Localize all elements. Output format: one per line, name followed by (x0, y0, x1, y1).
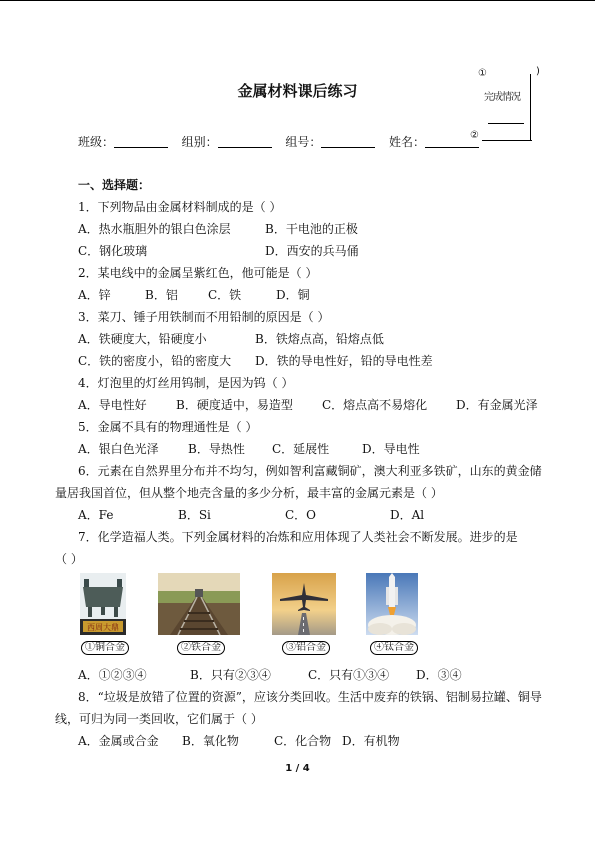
option[interactable]: A．铁硬度大，铅硬度小 (78, 332, 207, 346)
question-stem: 4．灯泡里的灯丝用钨制，是因为钨（ ） (78, 376, 294, 390)
option[interactable]: B．只有②③④ (190, 668, 271, 682)
option[interactable]: C．只有①③④ (308, 668, 390, 682)
question-stem: 1．下列物品由金属材料制成的是（ ） (78, 200, 282, 214)
stamp-underline (488, 123, 524, 124)
stamp-mark: ) (536, 66, 540, 77)
picture-caption: ④钛合金 (370, 641, 418, 655)
rocket-image (366, 573, 418, 635)
option[interactable]: C．化合物 (274, 734, 332, 748)
question-stem: 8．“垃圾是放错了位置的资源”，应该分类回收。生活中废弃的铁锅、铝制易拉罐、铜导 (78, 690, 542, 704)
option[interactable]: D．有机物 (342, 734, 400, 748)
option[interactable]: C．铁的密度小，铅的密度大 (78, 354, 232, 368)
question-stem: 5．金属不具有的物理通性是（ ） (78, 420, 258, 434)
option[interactable]: B．铁熔点高，铅熔点低 (255, 332, 384, 346)
page-title: 金属材料课后练习 (237, 82, 358, 100)
page-number: 1 / 4 (285, 763, 310, 774)
group-field[interactable] (218, 135, 272, 148)
option[interactable]: B．干电池的正极 (265, 222, 358, 236)
option[interactable]: D．铜 (276, 288, 310, 302)
number-label: 组号： (285, 135, 322, 149)
option[interactable]: A．金属或合金 (78, 734, 159, 748)
stamp-text: 完成情况 (484, 92, 520, 103)
name-field[interactable] (425, 135, 479, 148)
question-stem: 3．菜刀、锤子用铁制而不用铅制的原因是（ ） (78, 310, 330, 324)
option[interactable]: C．钢化玻璃 (78, 244, 148, 258)
question-stem: 7．化学造福人类。下列金属材料的冶炼和应用体现了人类社会不断发展。进步的是 (78, 530, 518, 544)
option[interactable]: D．有金属光泽 (456, 398, 538, 412)
option[interactable]: D．铁的导电性好，铅的导电性差 (255, 354, 433, 368)
option[interactable]: B．铝 (145, 288, 178, 302)
option[interactable]: C．熔点高不易熔化 (322, 398, 428, 412)
stamp-border (482, 140, 532, 141)
class-field[interactable] (114, 135, 168, 148)
option[interactable]: A．热水瓶胆外的银白色涂层 (78, 222, 231, 236)
option[interactable]: A．银白色光泽 (78, 442, 159, 456)
option[interactable]: A．①②③④ (78, 668, 147, 682)
option[interactable]: B．Si (178, 508, 211, 522)
option[interactable]: A．导电性好 (78, 398, 147, 412)
stamp-border (530, 74, 531, 140)
option[interactable]: B．导热性 (188, 442, 245, 456)
group-label: 组别： (181, 135, 218, 149)
option[interactable]: D．Al (390, 508, 425, 522)
option[interactable]: D．③④ (416, 668, 462, 682)
question-stem-continued: 量居我国首位，但从整个地壳含量的多少分析，最丰富的金属元素是（ ） (55, 486, 443, 500)
option[interactable]: B．氧化物 (182, 734, 239, 748)
number-field[interactable] (321, 135, 375, 148)
option[interactable]: C．铁 (208, 288, 242, 302)
question-stem: 2．某电线中的金属呈紫红色，他可能是（ ） (78, 266, 318, 280)
option[interactable]: A．Fe (78, 508, 114, 522)
picture-caption: ②铁合金 (177, 641, 225, 655)
completion-stamp (470, 66, 540, 141)
picture-caption: ③铝合金 (282, 641, 330, 655)
name-label: 姓名： (389, 135, 426, 149)
question-stem-continued: （ ） (55, 552, 83, 566)
airplane-image (272, 573, 336, 635)
option[interactable]: D．西安的兵马俑 (265, 244, 359, 258)
question-stem: 6．元素在自然界里分布并不均匀，例如智利富藏铜矿，澳大利亚多铁矿，山东的黄金储 (78, 464, 542, 478)
section-heading: 一、选择题： (78, 178, 151, 192)
picture-caption: ①铜合金 (81, 641, 129, 655)
question-stem-continued: 线，可归为同一类回收，它们属于（ ） (55, 712, 263, 726)
class-label: 班级： (78, 135, 115, 149)
option[interactable]: D．导电性 (362, 442, 420, 456)
info-row (78, 133, 479, 150)
railway-image (158, 573, 240, 635)
option[interactable]: A．锌 (78, 288, 111, 302)
stamp-mark: ① (478, 68, 487, 79)
plaque-text: 西周大鼎 (87, 623, 119, 632)
option[interactable]: C．O (285, 508, 317, 522)
option[interactable]: B．硬度适中，易造型 (176, 398, 293, 412)
option[interactable]: C．延展性 (272, 442, 330, 456)
top-rule (0, 0, 595, 1)
bronze-ding-image (80, 573, 126, 635)
stamp-mark: ② (470, 130, 479, 141)
